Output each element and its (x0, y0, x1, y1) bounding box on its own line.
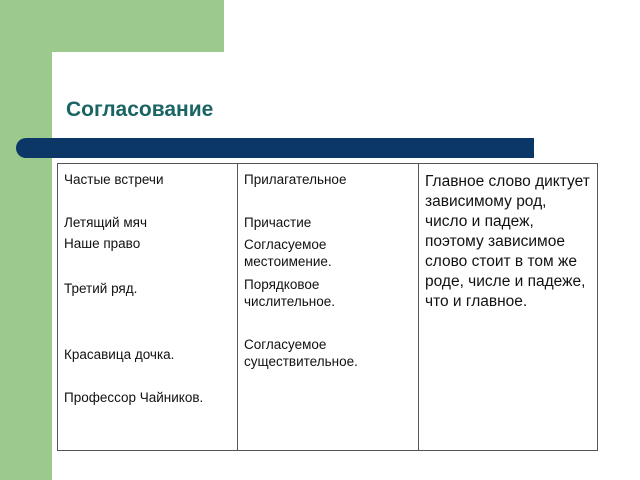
table-cell-text: Причастие (244, 215, 312, 230)
slide-title: Согласование (66, 98, 214, 121)
table-cell-text: Частые встречи (64, 172, 164, 187)
table-column-examples (58, 164, 238, 450)
title-divider-bar (16, 138, 534, 158)
table-cell-text: Летящий мяч (64, 215, 147, 230)
table-column-rule (419, 164, 598, 450)
green-top-band (0, 0, 224, 52)
table-cell-text: Согласуемое существительное. (244, 337, 358, 369)
table-cell-text: Согласуемое местоимение. (244, 237, 332, 269)
table-cell-text: Третий ряд. (64, 281, 138, 296)
table-cell-text: Профессор Чайников. (64, 390, 204, 405)
table-cell-text: Красавица дочка. (64, 347, 175, 362)
table-cell-text: Прилагательное (244, 172, 347, 187)
green-left-band (0, 0, 52, 480)
table-cell-text: Наше право (64, 236, 141, 251)
rule-text: Главное слово диктует зависимому род, число и падеж, поэтому зависимое слово стоит в том же роде, числе и падеже, что и главное. (425, 173, 590, 310)
table-cell-text: Порядковое числительное. (244, 277, 335, 309)
content-table (57, 163, 598, 451)
table-column-parts-of-speech (238, 164, 419, 450)
